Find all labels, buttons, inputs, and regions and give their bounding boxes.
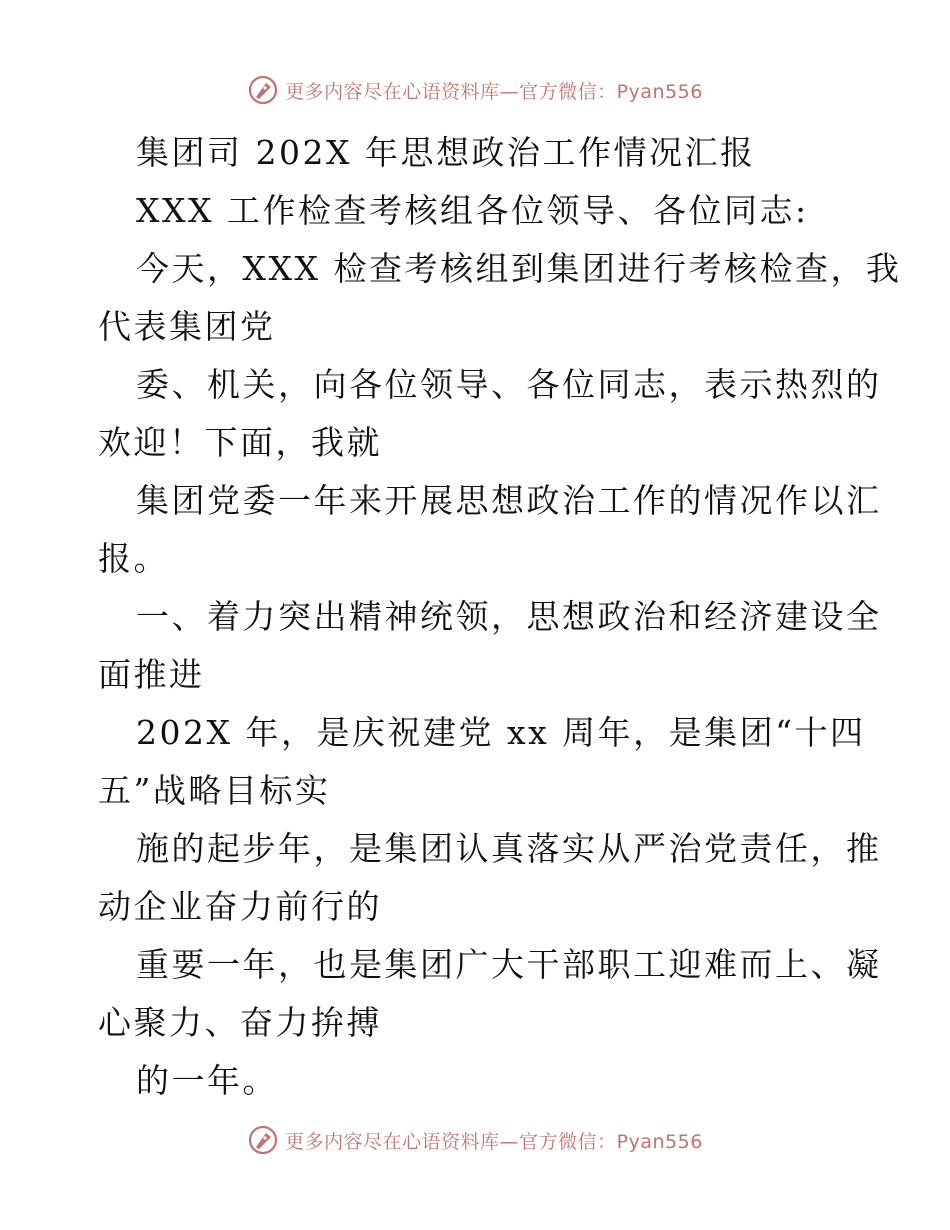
- body-text-line: 欢迎！下面，我就: [98, 423, 382, 462]
- pen-nib-icon: [247, 74, 279, 106]
- body-text-line: 的一年。: [136, 1061, 278, 1100]
- body-text-line: 委、机关，向各位领导、各位同志，表示热烈的: [136, 365, 882, 404]
- body-text-line: 五”战略目标实: [98, 771, 331, 810]
- body-text-line: XXX 工作检查考核组各位领导、各位同志:: [136, 191, 809, 230]
- watermark-separator: —: [499, 1130, 520, 1153]
- body-text-line: 动企业奋力前行的: [98, 887, 382, 926]
- body-text-line: 今天，XXX 检查考核组到集团进行考核检查，我: [136, 249, 902, 288]
- watermark-site-text: 更多内容尽在心语资料库: [285, 1130, 500, 1153]
- watermark-text: [285, 1127, 703, 1154]
- body-text-line: 一、着力突出精神统领，思想政治和经济建设全: [136, 597, 882, 636]
- document-title: 集团司 202X 年思想政治工作情况汇报: [136, 133, 756, 172]
- body-text-line: 集团党委一年来开展思想政治工作的情况作以汇: [136, 481, 882, 520]
- pen-nib-icon: [247, 1124, 279, 1156]
- body-text-line: 202X 年，是庆祝建党 xx 周年，是集团“十四: [136, 713, 866, 752]
- header-watermark-banner: [0, 70, 950, 110]
- watermark-wechat-text: 官方微信：Pyan556: [519, 1130, 703, 1153]
- body-text-line: 代表集团党: [98, 307, 276, 346]
- watermark-wechat-text: 官方微信：Pyan556: [519, 80, 703, 103]
- body-text-line: 重要一年，也是集团广大干部职工迎难而上、凝: [136, 945, 882, 984]
- watermark-text: [285, 77, 703, 104]
- body-text-line: 面推进: [98, 655, 205, 694]
- body-text-line: 心聚力、奋力拚搏: [98, 1003, 382, 1042]
- watermark-site-text: 更多内容尽在心语资料库: [285, 80, 500, 103]
- watermark-separator: —: [499, 80, 520, 103]
- body-text-line: 施的起步年，是集团认真落实从严治党责任，推: [136, 829, 882, 868]
- body-text-line: 报。: [98, 539, 169, 578]
- footer-watermark-banner: [0, 1120, 950, 1160]
- document-body: [98, 124, 902, 1110]
